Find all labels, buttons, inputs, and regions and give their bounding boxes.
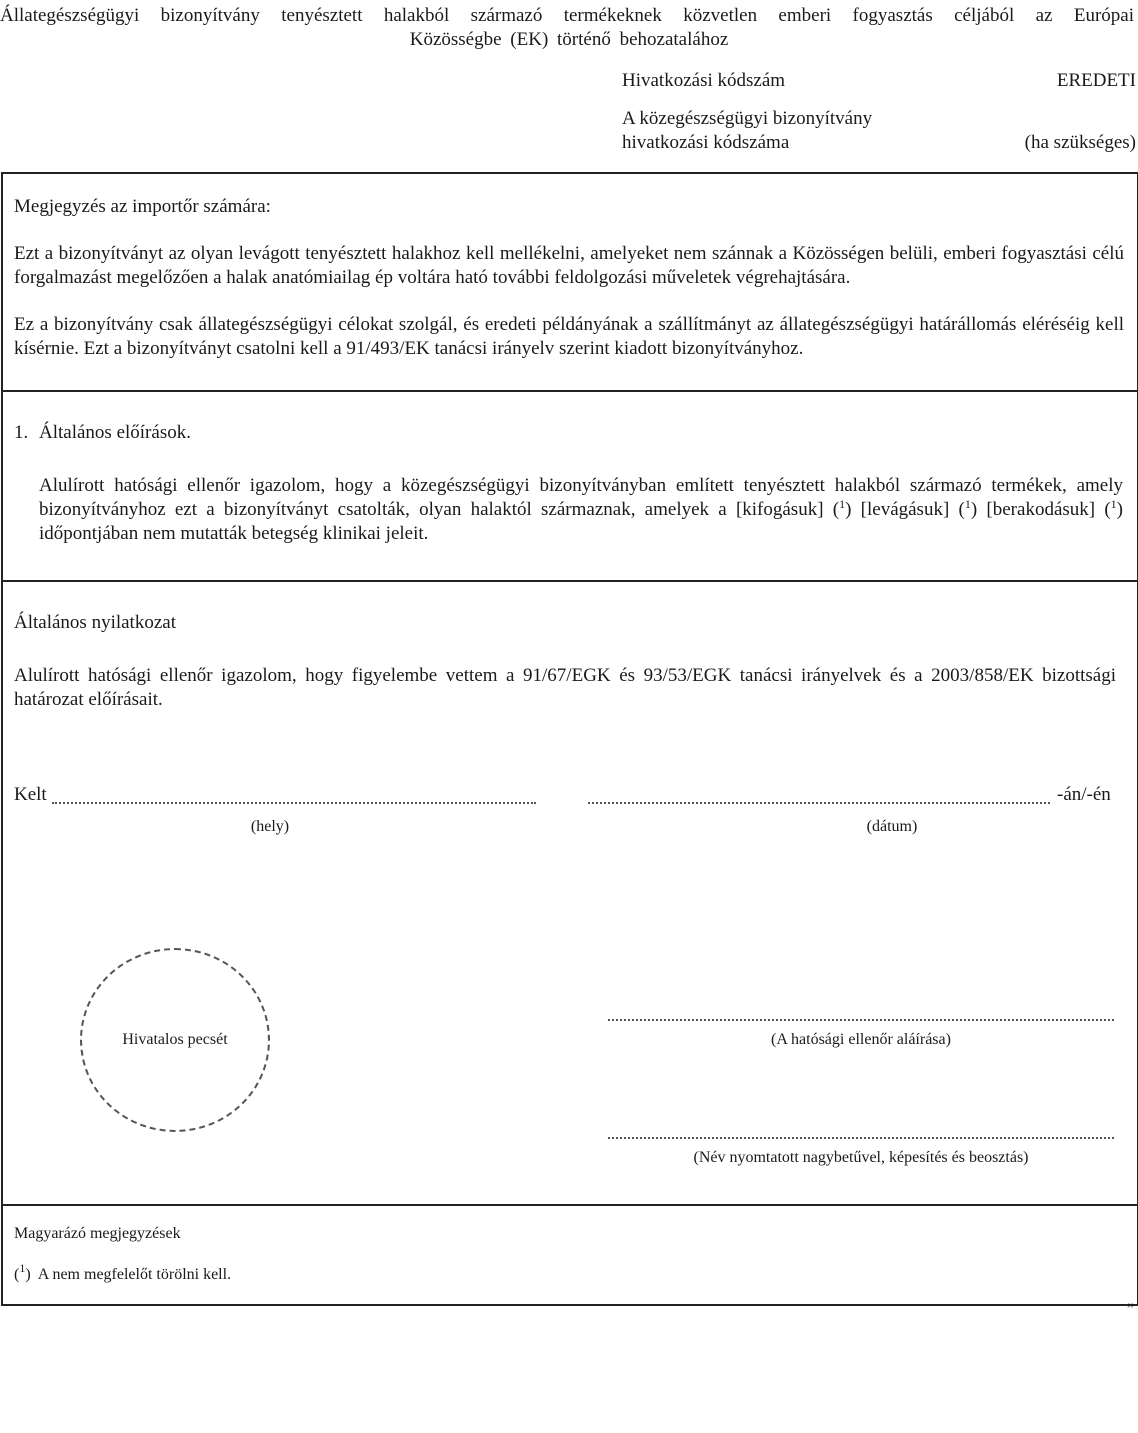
public-health-value: (ha szükséges) (1024, 132, 1136, 153)
document-title (0, 4, 1138, 52)
date-caption: (dátum) (866, 818, 918, 835)
public-health-label-line1: A közegészségügyi bizonyítvány (622, 108, 873, 129)
reference-code-label: Hivatkozási kódszám (622, 70, 786, 91)
public-health-reference-row (622, 107, 1136, 155)
notes-footnote: ($^1$) A nem megfelelőt törölni kell. (14, 1261, 232, 1283)
title-line-2: Közösségbe (EK) történő behozatalához (409, 29, 729, 50)
notes-box (1, 1204, 1138, 1306)
footnote-ref: 1 (839, 497, 846, 511)
importer-note-heading: Megjegyzés az importőr számára: (14, 196, 271, 217)
kelt-label: Kelt (14, 784, 47, 805)
date-field[interactable] (588, 800, 1050, 804)
signature-caption: (A hatósági ellenőr aláírása) (771, 1031, 951, 1048)
closing-quote-mark: ” (1127, 1301, 1135, 1318)
section-heading: Általános előírások. (39, 422, 191, 443)
reference-code-value: EREDETI (1056, 70, 1136, 91)
importer-note-paragraph-1: Ezt a bizonyítványt az olyan levágott tenyésztett halakhoz kell mellékelni, amelyeket nem szánnak a Közösségen belüli, emberi fogyasztási célú forgalmazást megelőzően a halak anatómiailag ép voltára ható további feldolgozási műveletek végrehajtására. (14, 243, 1124, 288)
footnote-ref: 1 (1110, 497, 1117, 511)
notes-heading: Magyarázó megjegyzések (14, 1225, 181, 1242)
section-1-text: Alulírott hatósági ellenőr igazolom, hogy a közegészségügyi bizonyítványban említett tenyésztett halakból származó termékek, amely bizonyítványhoz ezt a bizonyítványt csatolták, olyan halaktól származnak, amelyek a [kifogásuk] ($^1$) [levágásuk] ($^1$) [berakodásuk] ($^1$) időpontjában nem mutatták betegség klinikai jeleit. (39, 475, 1123, 544)
importer-note-paragraph-2: Ez a bizonyítvány csak állategészségügyi célokat szolgál, és eredeti példányának a szállítmányt az állategészségügyi határállomás eléréséig kell kísérnie. Ezt a bizonyítványt csatolni kell a 91/493/EK tanácsi irányelv szerint kiadott bizonyítványhoz. (14, 314, 1124, 359)
section-number: 1. (14, 422, 29, 443)
name-field[interactable] (608, 1135, 1114, 1139)
declaration-text: Alulírott hatósági ellenőr igazolom, hogy figyelembe vettem a 91/67/EGK és 93/53/EGK tanácsi irányelvek és a 2003/858/EK bizottsági határozat előírásait. (14, 665, 1116, 710)
signature-field[interactable] (608, 1017, 1114, 1021)
official-stamp-area (80, 948, 270, 1132)
place-caption: (hely) (250, 818, 290, 835)
date-suffix: -án/-én (1057, 784, 1111, 805)
place-field[interactable] (52, 800, 536, 804)
declaration-heading: Általános nyilatkozat (14, 612, 176, 633)
footnote-number: 1 (19, 1261, 26, 1275)
footnote-text: A nem megfelelőt törölni kell. (37, 1266, 232, 1283)
public-health-label-line2: hivatkozási kódszáma (622, 132, 790, 153)
reference-code-row (622, 70, 1136, 92)
footnote-ref: 1 (964, 497, 971, 511)
title-line-1: Állategészségügyi bizonyítvány tenyésztett halakból származó termékeknek közvetlen emberi fogyasztás céljából az Európai (0, 5, 1134, 26)
name-caption: (Név nyomtatott nagybetűvel, képesítés és beosztás) (693, 1149, 1029, 1166)
stamp-label: Hivatalos pecsét (122, 1031, 228, 1048)
